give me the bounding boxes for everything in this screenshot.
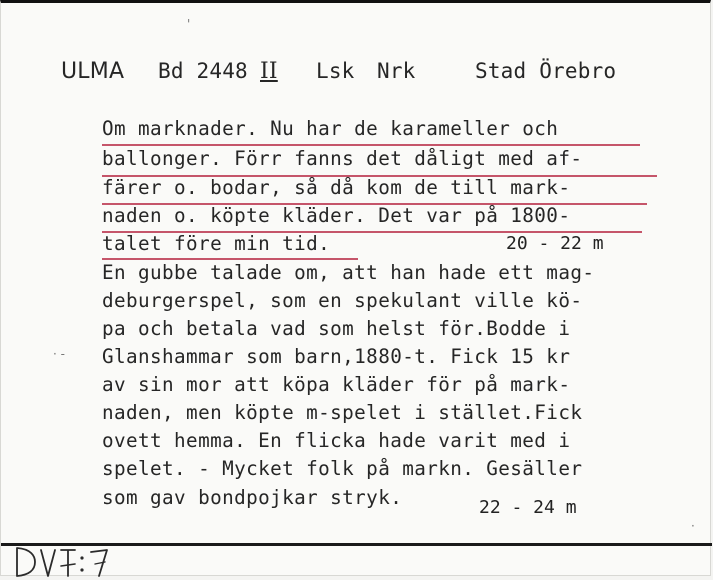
region-code: Lsk (316, 59, 355, 83)
place-name: Stad Örebro (475, 59, 617, 83)
district-code: Nrk (377, 59, 416, 83)
red-underline (102, 258, 358, 260)
entry1-line-5: talet före min tid. (102, 232, 331, 255)
entry2-line-1: En gubbe talade om, att han hade ett mag- (102, 261, 595, 284)
corner-dot-mark: · (691, 519, 695, 533)
entry1-line-1: Om marknader. Nu har de karameller och (102, 117, 559, 140)
top-tick-mark: ' (187, 17, 191, 31)
entry2-page-range: 22 - 24 m (479, 497, 577, 518)
volume-number: Bd 2448 (158, 59, 248, 83)
archive-code: ULMA (61, 59, 125, 84)
entry1-line-4: naden o. köpte kläder. Det var på 1800- (102, 204, 571, 227)
entry2-line-7: ovett hemma. En flicka hade varit med i (102, 429, 571, 452)
entry1-page-range: 20 - 22 m (506, 233, 604, 254)
entry2-line-9: som gav bondpojkar stryk. (102, 486, 403, 509)
entry2-line-6: naden, men köpte m-spelet i stället.Fick (102, 401, 583, 424)
entry2-line-3: pa och betala vad som helst för.Bodde i (102, 317, 571, 340)
handwritten-code-mark (9, 544, 139, 580)
entry2-line-8: spelet. - Mycket folk på markn. Gesäller (102, 457, 583, 480)
red-underline (102, 144, 640, 146)
entry2-line-5: av sin mor att köpa kläder för på mark- (102, 373, 571, 396)
entry1-line-3: färer o. bodar, så då kom de till mark- (102, 176, 571, 199)
entry1-line-2: ballonger. Förr fanns det dåligt med af- (102, 147, 583, 170)
entry2-line-4: Glanshammar som barn,1880-t. Fick 15 kr (102, 345, 571, 368)
margin-dot-mark: · - (53, 347, 65, 361)
entry2-line-2: deburgerspel, som en spekulant ville kö- (102, 289, 583, 312)
volume-roman-mark: II (260, 59, 278, 84)
